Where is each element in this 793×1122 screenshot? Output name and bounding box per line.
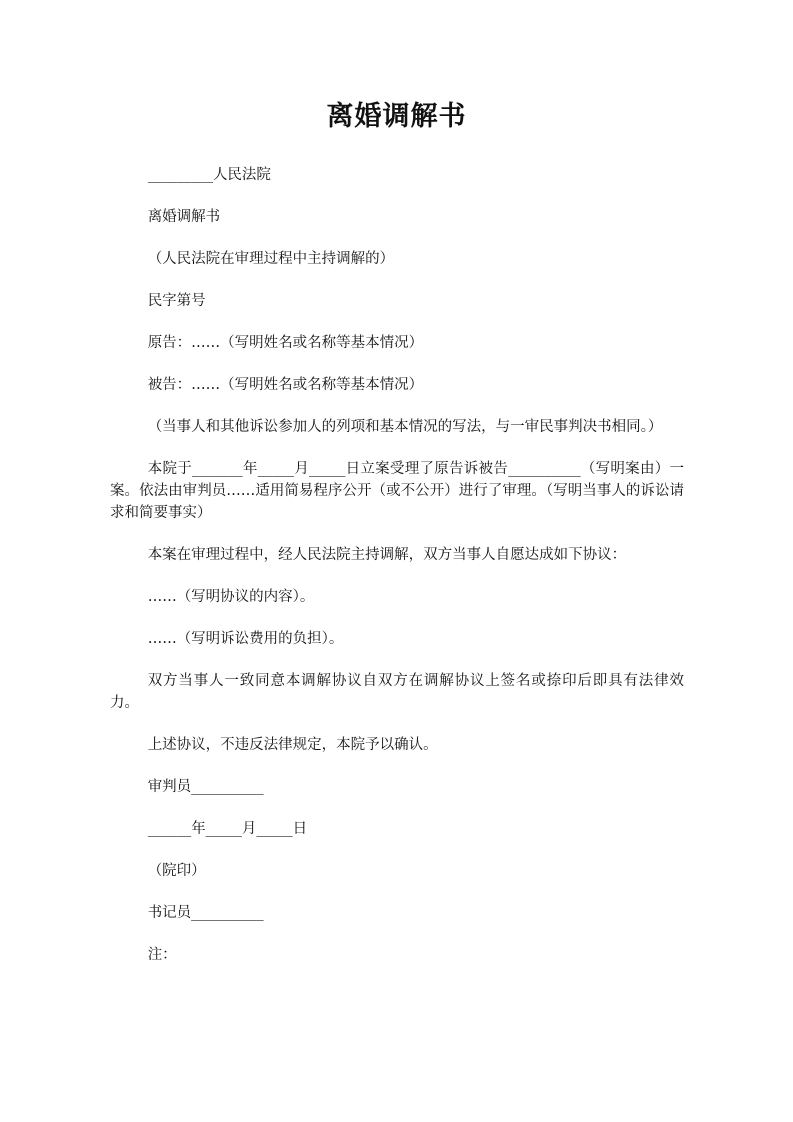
document-type-line: 离婚调解书: [147, 209, 221, 225]
date-line: ______年_____月_____日: [147, 821, 308, 837]
document-scope-note: （人民法院在审理过程中主持调解的）: [147, 251, 395, 267]
document-title: 离婚调解书: [326, 101, 467, 132]
case-acceptance-paragraph: 本院于_______年_____月_____日立案受理了原告诉被告__________（写明案由）一案。依法由审判员……适用简易程序公开（或不公开）进行了审理。（写明当事人的诉讼请求和简要事实）: [110, 461, 684, 521]
clerk-signature-line: 书记员__________: [147, 905, 264, 921]
agreement-content-line: ……（写明协议的内容）。: [147, 589, 315, 605]
court-confirmation-line: 上述协议，不违反法律规定，本院予以确认。: [147, 737, 438, 753]
defendant-line: 被告：……（写明姓名或名称等基本情况）: [147, 377, 424, 393]
case-number-line: 民字第号: [147, 293, 206, 309]
parties-note: （当事人和其他诉讼参加人的列项和基本情况的写法，与一审民事判决书相同。）: [147, 419, 663, 435]
litigation-fee-line: ……（写明诉讼费用的负担）。: [147, 631, 344, 647]
note-line: 注：: [147, 947, 177, 963]
court-seal-line: （院印）: [147, 863, 206, 879]
plaintiff-line: 原告：……（写明姓名或名称等基本情况）: [147, 335, 424, 351]
document-body: [110, 164, 684, 986]
mediation-paragraph: 本案在审理过程中，经人民法院主持调解，双方当事人自愿达成如下协议：: [147, 547, 627, 563]
judge-signature-line: 审判员__________: [147, 779, 264, 795]
court-name-line: _________人民法院: [147, 167, 271, 183]
legal-effect-paragraph: 双方当事人一致同意本调解协议自双方在调解协议上签名或捺印后即具有法律效力。: [110, 673, 684, 711]
